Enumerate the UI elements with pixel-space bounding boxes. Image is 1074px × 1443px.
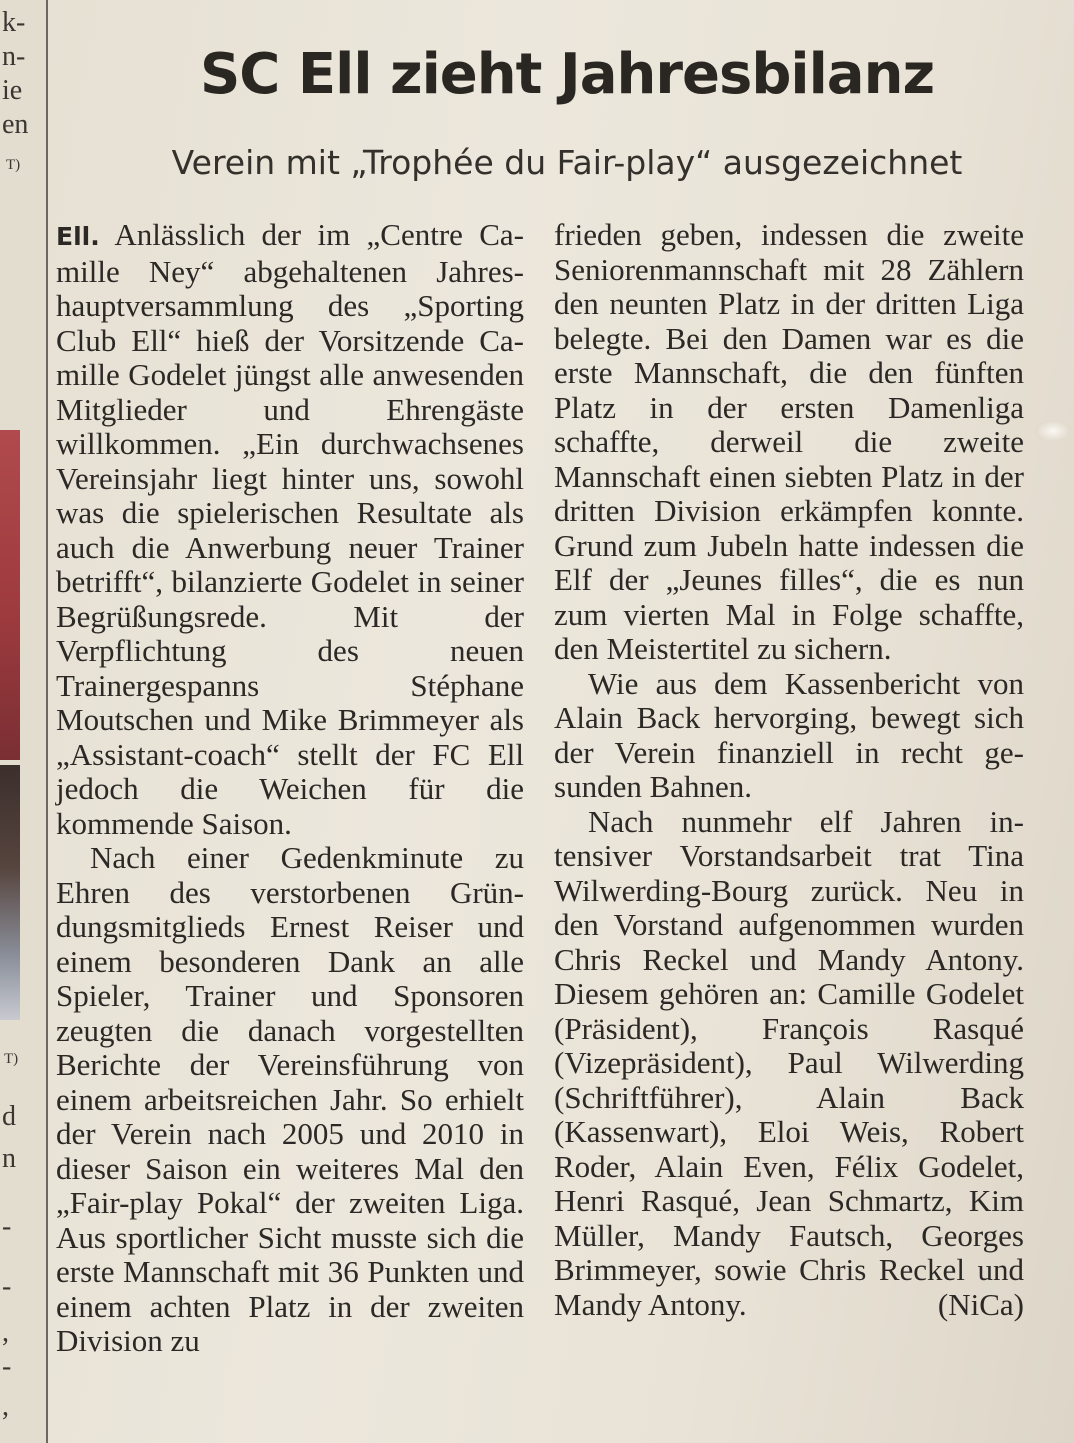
adjacent-text-fragment: T) [4, 1051, 19, 1067]
paper-crease-mark [1035, 420, 1071, 442]
article-column-right [554, 218, 1024, 1322]
article-paragraph: frieden geben, indessen die zweite Seniorenmannschaft mit 28 Zählern den neunten Platz in der dritten Liga belegte. Bei den Damen war es die erste Mannschaft, die den fünften Platz in der ersten Damenliga schaffte, derweil die zweite Mannschaft einen siebten Platz in der dritten Division erkämpfen konnte. Grund zum Jubeln hatte indessen die Elf der „Jeunes filles“, die es nun zum vierten Mal in Folge schaffte, den Meistertitel zu sichern. [554, 217, 1024, 666]
adjacent-text-fragment: , [2, 1317, 9, 1348]
article-paragraph [554, 805, 1024, 1323]
adjacent-text-fragment: - [2, 1271, 12, 1302]
adjacent-text-fragment: - [2, 1351, 12, 1382]
adjacent-text-fragment: ie [2, 75, 23, 106]
article-subheadline: Verein mit „Trophée du Fair-play“ ausgezeichnet [171, 143, 963, 182]
article-headline: SC Ell zieht Jahresbilanz [199, 42, 935, 107]
article-paragraph: Nach einer Gedenkminute zu Ehren des verstorbenen Gründungsmitglieds Ernest Reiser und einem besonderen Dank an alle Spieler, Trainer und Sponsoren zeugten die danach vorgestellten Berichte der Vereinsführung von einem arbeitsreichen Jahr. So erhielt der Verein nach 2005 und 2010 in dieser Saison ein weiteres Mal den „Fair-play Pokal“ der zweiten Liga. Aus sportlicher Sicht musste sich die erste Mannschaft mit 36 Punkten und einem achten Platz in der zweiten Division zu [56, 840, 524, 1358]
adjacent-text-fragment: , [2, 1391, 9, 1422]
adjacent-photo [0, 765, 20, 1020]
adjacent-text-fragment: n [2, 1143, 16, 1174]
article-column-left [56, 218, 524, 1359]
article-paragraph: Wie aus dem Kassenbericht von Alain Back hervorging, bewegt sich der Verein finanziell in recht gesunden Bahnen. [554, 665, 1024, 804]
paragraph-text: Nach nunmehr elf Jahren intensiver Vorstandsarbeit trat Tina Wilwerding-Bourg zurück. Neu in den Vorstand aufgenommen wurden Chris Reckel und Mandy Antony. Diesem gehören an: Camille Godelet (Präsident), François Rasqué (Vizepräsident), Paul Wilwerding (Schriftführer), Alain Back (Kassenwart), Eloi Weis, Robert Roder, Alain Even, Félix Godelet, Henri Rasqué, Jean Schmartz, Kim Müller, Mandy Fautsch, Georges Brimmeyer, sowie Chris Reckel und Mandy Antony. [554, 803, 1024, 1322]
adjacent-column-strip [0, 0, 46, 1443]
paragraph-text: Anlässlich der im „Centre Camille Ney“ abgehaltenen Jahreshauptversammlung des „Sporting Club Ell“ hieß der Vorsitzende Camille Godelet jüngst alle anwesenden Mitglieder und Ehrengäste willkommen. „Ein durchwachsenes Vereinsjahr liegt hinter uns, sowohl was die spielerischen Resultate als auch die Anwerbung neuer Trainer betrifft“, bilanzierte Godelet in seiner Begrüßungsrede. Mit der Verpflichtung des neuen Trainergespanns Stéphane Moutschen und Mike Brimmeyer als „Assistant-coach“ stellt der FC Ell jedoch die Weichen für die kommende Saison. [56, 217, 524, 841]
adjacent-text-fragment: d [2, 1101, 16, 1132]
author-signature: (NiCa) [937, 1286, 1024, 1322]
adjacent-text-fragment: en [2, 109, 29, 140]
column-divider [46, 0, 48, 1443]
adjacent-text-fragment: k- [2, 7, 26, 38]
adjacent-text-fragment: T) [6, 157, 21, 173]
article-paragraph [56, 218, 524, 841]
adjacent-photo [0, 430, 20, 760]
adjacent-text-fragment: n- [2, 41, 26, 72]
dateline: Ell. [56, 222, 100, 251]
adjacent-text-fragment: - [2, 1211, 12, 1242]
